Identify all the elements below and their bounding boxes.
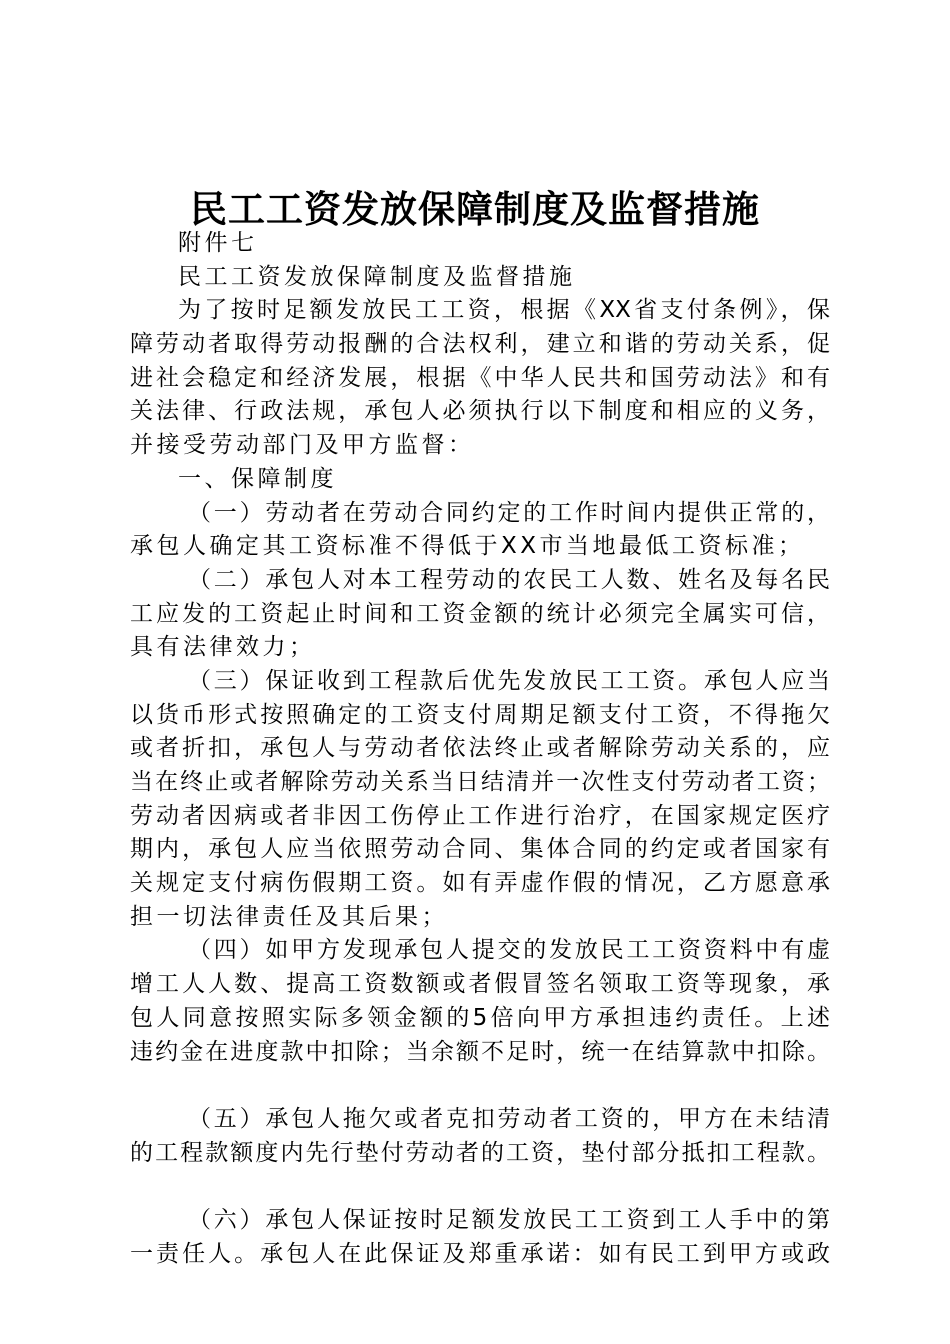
paragraph-line: 担一切法律责任及其后果； — [130, 903, 448, 930]
paragraph-line: 障劳动者取得劳动报酬的合法权利，建立和谐的劳动关系，促 — [130, 331, 830, 358]
paragraph-line: 工应发的工资起止时间和工资金额的统计必须完全属实可信， — [130, 600, 830, 627]
paragraph-line: （六）承包人保证按时足额发放民工工资到工人手中的第 — [188, 1206, 830, 1233]
paragraph-line: 当在终止或者解除劳动关系当日结清并一次性支付劳动者工资； — [130, 769, 830, 795]
document-body — [130, 227, 830, 1271]
paragraph-line: 为了按时足额发放民工工资，根据《XX省支付条例》，保 — [178, 297, 830, 324]
paragraph-line: 或者折扣，承包人与劳动者依法终止或者解除劳动关系的，应 — [130, 735, 830, 762]
paragraph-line: 期内，承包人应当依照劳动合同、集体合同的约定或者国家有 — [130, 836, 830, 863]
section-heading: 一、保障制度 — [178, 465, 337, 492]
paragraph-line: （三）保证收到工程款后优先发放民工工资。承包人应当 — [188, 667, 830, 694]
paragraph-spacer — [130, 1170, 830, 1204]
paragraph-line: （四）如甲方发现承包人提交的发放民工工资资料中有虚 — [188, 937, 830, 964]
document-title: 民工工资发放保障制度及监督措施 — [190, 187, 760, 231]
paragraph-line: 增工人人数、提高工资数额或者假冒签名领取工资等现象，承 — [130, 971, 830, 998]
paragraph-line: 并接受劳动部门及甲方监督： — [130, 432, 475, 459]
paragraph-line: 具有法律效力； — [130, 634, 316, 661]
paragraph-line: 劳动者因病或者非因工伤停止工作进行治疗，在国家规定医疗 — [130, 802, 830, 829]
paragraph-line: （五）承包人拖欠或者克扣劳动者工资的，甲方在未结清 — [188, 1105, 830, 1132]
paragraph-line: （一）劳动者在劳动合同约定的工作时间内提供正常的， — [188, 499, 830, 526]
paragraph-line: 违约金在进度款中扣除；当余额不足时，统一在结算款中扣除。 — [130, 1038, 830, 1065]
attachment-label: 附件七 — [178, 230, 258, 256]
paragraph-spacer — [130, 1069, 830, 1103]
paragraph-line: 包人同意按照实际多领金额的5倍向甲方承担违约责任。上述 — [130, 1004, 830, 1031]
paragraph-line: 以货币形式按照确定的工资支付周期足额支付工资，不得拖欠 — [130, 701, 830, 728]
paragraph-line: 关法律、行政法规，承包人必须执行以下制度和相应的义务， — [130, 398, 830, 425]
paragraph-line: （二）承包人对本工程劳动的农民工人数、姓名及每名民 — [188, 566, 830, 593]
document-subtitle: 民工工资发放保障制度及监督措施 — [178, 263, 576, 290]
paragraph-line: 承包人确定其工资标准不得低于XX市当地最低工资标准； — [130, 533, 805, 560]
paragraph-line: 进社会稳定和经济发展，根据《中华人民共和国劳动法》和有 — [130, 364, 830, 391]
paragraph-line: 的工程款额度内先行垫付劳动者的工资，垫付部分抵扣工程款。 — [130, 1139, 830, 1166]
paragraph-line: 一责任人。承包人在此保证及郑重承诺：如有民工到甲方或政 — [130, 1240, 830, 1267]
paragraph-line: 关规定支付病伤假期工资。如有弄虚作假的情况，乙方愿意承 — [130, 870, 830, 897]
